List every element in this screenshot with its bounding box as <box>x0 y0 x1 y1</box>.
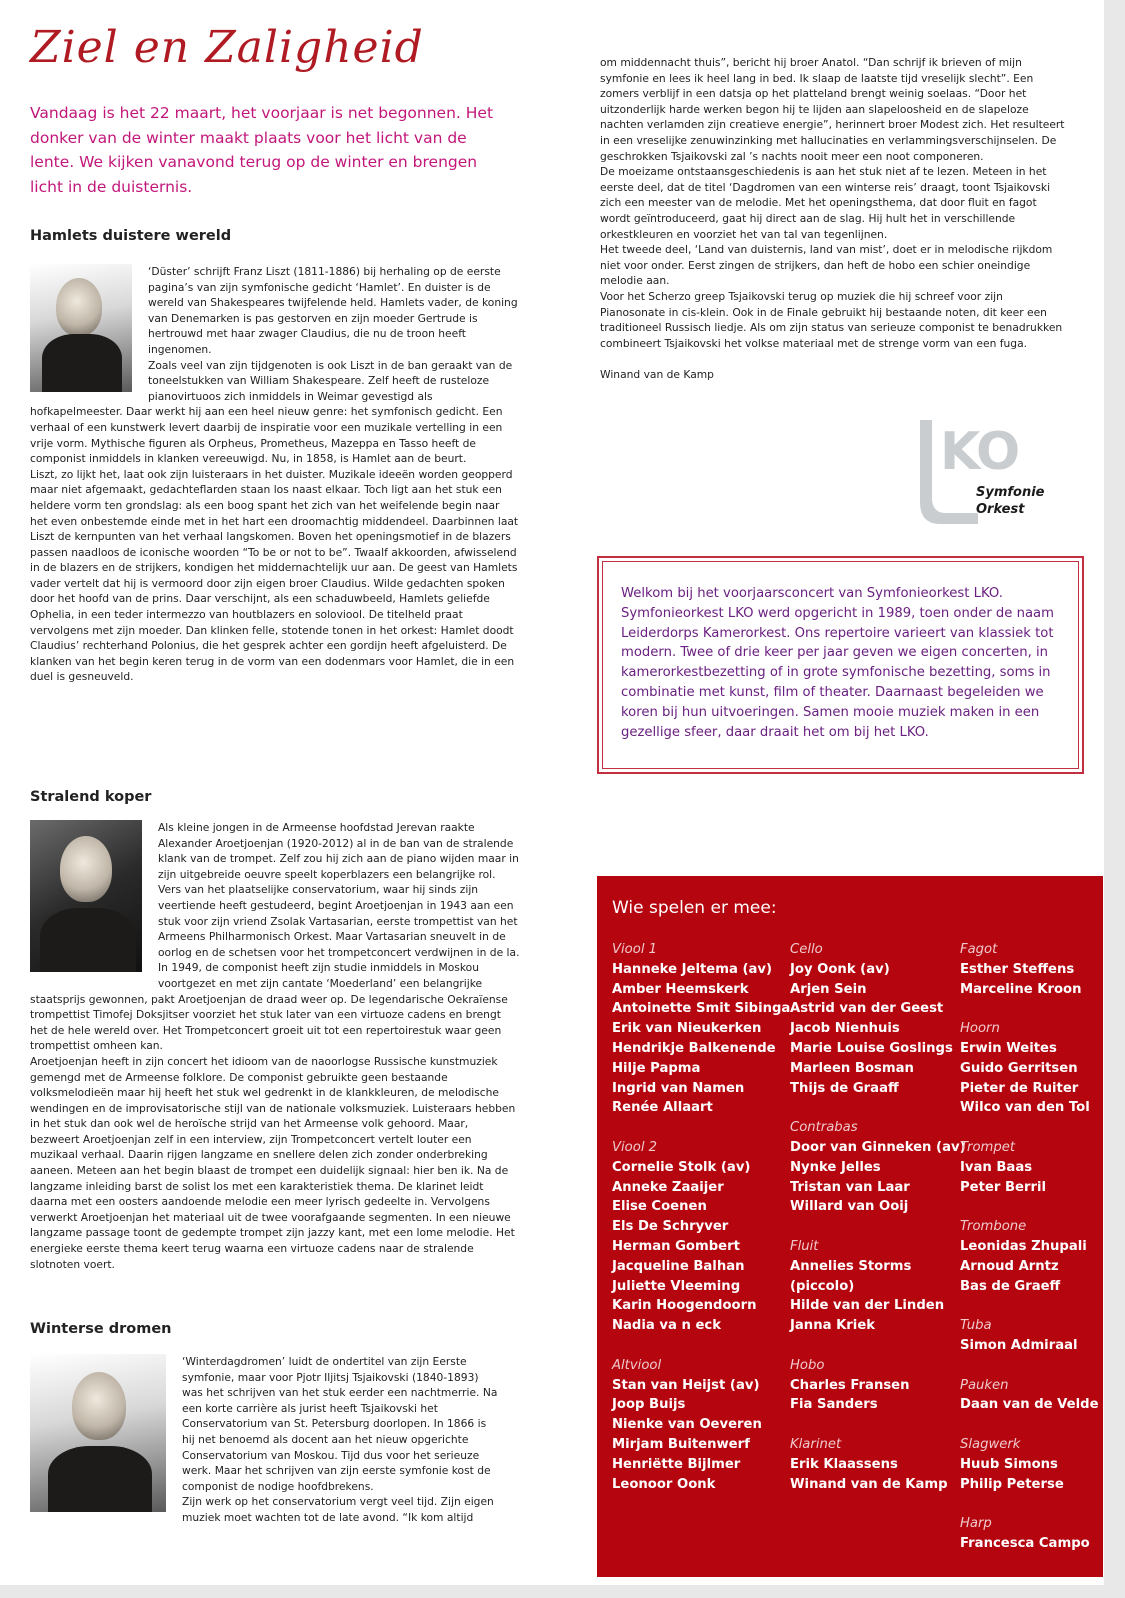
aroetjoenjan-portrait <box>30 820 142 972</box>
winter-paragraph-2: Zijn werk op het conservatorium vergt veel tijd. Zijn eigen muziek moet wachten tot de late avond. “Ik kom altijd <box>182 1495 494 1524</box>
section-label: Contrabas <box>790 1120 858 1136</box>
welcome-text: Welkom bij het voorjaarsconcert van Symfonieorkest LKO. Symfonieorkest LKO werd opgericht in 1989, toen onder de naam Leiderdorps Kamerorkest. Ons repertoire varieert van klassiek tot modern. Twee of drie keer per jaar geven we eigen concerten, in kamerorkestbezetting of in grote symfonische bezetting, soms in combinatie met kunst, film of theater. Daarnaast begeleiden we koren bij hun uitvoeringen. Samen mooie muziek maken in een gezellige sfeer, daar draait het om bij het LKO. <box>621 586 1054 740</box>
player-name: Hanneke Jeltema (av) <box>612 961 773 977</box>
lko-logo-text <box>976 484 1045 518</box>
player-name: Astrid van der Geest <box>790 1001 944 1017</box>
player-name: Amber Heemskerk <box>612 981 749 997</box>
player-name: Jacob Nienhuis <box>790 1021 900 1037</box>
player-name: (piccolo) <box>790 1278 855 1294</box>
player-name: Leonidas Zhupali <box>960 1238 1087 1254</box>
spacer <box>790 1217 966 1237</box>
spacer <box>790 1415 966 1435</box>
author: Winand van de Kamp <box>600 368 714 382</box>
section-hamlet-text <box>30 264 520 685</box>
player-name: Fia Sanders <box>790 1397 878 1413</box>
player-name: Erik van Nieukerken <box>612 1021 762 1037</box>
player-name: Bas de Graeff <box>960 1278 1061 1294</box>
player-name: Joy Oonk (av) <box>790 961 890 977</box>
section-label: Viool 1 <box>612 942 658 957</box>
player-name: Thijs de Graaff <box>790 1080 899 1096</box>
player-name: Els De Schryver <box>612 1219 729 1235</box>
spacer <box>960 1296 1099 1316</box>
player-name: Annelies Storms <box>790 1258 912 1274</box>
section-label: Altviool <box>612 1357 662 1373</box>
section-label: Viool 2 <box>612 1139 658 1155</box>
player-name: Nynke Jelles <box>790 1159 881 1175</box>
section-winter-text <box>30 1354 500 1526</box>
spacer <box>960 1197 1099 1217</box>
player-name: Hilde van der Linden <box>790 1298 945 1314</box>
section-label: Harp <box>960 1516 992 1532</box>
player-name: Wilco van den Tol <box>960 1100 1090 1116</box>
player-name: Peter Berril <box>960 1179 1046 1195</box>
section-label: Fagot <box>960 942 998 957</box>
player-name: Tristan van Laar <box>790 1179 910 1195</box>
player-name: Guido Gerritsen <box>960 1060 1078 1076</box>
player-name: Hilje Papma <box>612 1060 701 1076</box>
player-name: Anneke Zaaijer <box>612 1179 724 1195</box>
lko-logo <box>918 418 1053 528</box>
player-name: Henriëtte Bijlmer <box>612 1456 741 1472</box>
player-name: Huub Simons <box>960 1456 1058 1472</box>
right-column-text <box>600 55 1070 383</box>
logo-line-2: Orkest <box>976 502 1025 517</box>
player-name: Erwin Weites <box>960 1040 1057 1056</box>
player-name: Joop Buijs <box>612 1397 686 1413</box>
player-name: Ivan Baas <box>960 1159 1033 1175</box>
player-name: Stan van Heijst (av) <box>612 1377 760 1393</box>
spacer <box>790 1098 966 1118</box>
player-name: Marceline Kroon <box>960 981 1082 997</box>
koper-paragraph-1: Als kleine jongen in de Armeense hoofdstad Jerevan raakte Alexander Aroetjoenjan (1920-2012) al in de ban van de stralende klank van de trompet. Zelf zou hij zich aan de piano wijden maar in zijn uitgebreide oeuvre speelt koperblazers een belangrijke rol. <box>158 821 519 881</box>
section-label: Fluit <box>790 1238 819 1254</box>
players-title: Wie spelen er mee: <box>612 898 777 918</box>
section-label: Slagwerk <box>960 1436 1021 1452</box>
player-name: Philip Peterse <box>960 1476 1064 1492</box>
spacer <box>960 1118 1099 1138</box>
section-label: Pauken <box>960 1377 1009 1393</box>
winter-paragraph-1: ‘Winterdagdromen’ luidt de ondertitel van zijn Eerste symfonie, maar voor Pjotr Iljitsj Tsjaikovski (1840-1893) was het schrijven van het stuk eerder een nachtmerrie. Na een korte carrière als jurist heeft Tsjaikovski het Conservatorium van St. Petersburg doorlopen. In 1866 is hij net benoemd als docent aan het nieuw opgerichte Conservatorium van Moskou. Tijd dus voor het serieuze werk. Maar het schrijven van zijn eerste symfonie kost de componist de nodige hoofdbrekens. <box>182 1355 498 1493</box>
right-paragraph-4: Voor het Scherzo greep Tsjaikovski terug op muziek die hij schreef voor zijn Pianosonate in cis-klein. Ook in de Finale gebruikt hij bestaande noten, dit keer een traditioneel Russisch liedje. Als om zijn status van serieuze componist te benadrukken combineert Tsjaikovski het volkse materiaal met de strenge vorm van een fuga. <box>600 289 1063 350</box>
koper-paragraph-2: Vers van het plaatselijke conservatorium, waar hij sinds zijn veertiende heeft gestudeerd, begint Aroetjoenjan in 1943 aan een stuk voor zijn vriend Zsolak Vartasarian, eerste trompettist van het Armeens Philharmonisch Orkest. Maar Vartasarian sneuvelt in de oorlog en de schetsen voor het trompetconcert verdwijnen in de la. In 1949, de componist heeft zijn studie inmiddels in Moskou voortgezet en met zijn cantate ‘Moederland’ een belangrijke staatsprijs gewonnen, pakt Aroetjoenjan de draad weer op. De legendarische Oekraïense trompettist Timofej Doksjitser voorziet het stuk later van een virtuoze cadens en brengt het de hele wereld over. Het Trompetconcert groeit uit tot een repertoirestuk waar geen trompettist omheen kan. <box>30 883 520 1053</box>
koper-paragraph-3: Aroetjoenjan heeft in zijn concert het idioom van de naoorlogse Russische kunstmuziek gemengd met de Armeense folklore. De componist gebruikte geen bestaande volksmelodieën maar hij heeft het stuk wel gedrenkt in de klankkleuren, de melodische wendingen en de improvisatorische stijl van de nationale volksmuziek. Luisteraars hebben in het stuk dan ook wel de heroïsche strijd van het Armeense volk gehoord. Maar, bezweert Aroetjoenjan zelf in een interview, zijn Trompetconcert vertelt louter een muzikaal verhaal. Daarin rijgen langzame en snellere delen zich zonder onderbreking aaneen. Meteen aan het begin blaast de trompet een duidelijk signaal: hier ben ik. Na de langzame inleiding barst de solist los met een karakteristiek thema. De klarinet leidt daarna met een oosters aandoende melodie een meer lyrisch gedeelte in. Vervolgens verwerkt Aroetjoenjan het materiaal uit de twee voorafgaande segmenten. In een nieuwe langzame passage toont de gedempte trompet zijn jazzy kant, met een lome melodie. Het energieke eerste thema keert terug waarna een virtuoze cadens naar de stralende slotnoten voert. <box>30 1054 516 1271</box>
hamlet-paragraph-3: Liszt, zo lijkt het, laat ook zijn luisteraars in het duister. Muzikale ideeën worden geopperd maar niet afgemaakt, gedachteflarden staan los naast elkaar. Toch ligt aan het stuk een heldere vorm ten grondslag: als een boog spant het zich van het weifelende begin naar het even onbestemde einde met in het hart een droomachtig middendeel. Daarbinnen laat Liszt de kernpunten van het verhaal langskomen. Boven het openingsmotief in de blazers passen naadloos de iconische woorden “To be or not to be”. Twaalf akkoorden, afwisselend in de blazers en de strijkers, kondigen het middernachtelijk uur aan. De geest van Hamlets vader vertelt dat hij is vermoord door zijn eigen broer Claudius. Wilde gedachten spoken door het hoofd van de prins. Daar verschijnt, als een schaduwbeeld, Hamlets geliefde Ophelia, in een teder intermezzo van houtblazers en soloviool. De titelheld praat vervolgens met zijn moeder. Dan klinken felle, stotende tonen in het orkest: Hamlet doodt Claudius’ rechterhand Polonius, die het gesprek achter een gordijn heeft afgeluisterd. De klanken van het begin keren terug in de vorm van een dodenmars voor Hamlet, die in een duel is gesneuveld. <box>30 467 519 684</box>
hamlet-paragraph-1: ‘Düster’ schrijft Franz Liszt (1811-1886) bij herhaling op de eerste pagina’s van zijn symfonische gedicht ‘Hamlet’. En duister is de wereld van Shakespeares twijfelende held. Hamlets vader, de koning van Denemarken is pas gestorven en zijn moeder Gertrude is hertrouwd met haar zwager Claudius, die nu de troon heeft ingenomen. <box>148 265 518 356</box>
hamlet-paragraph-2: Zoals veel van zijn tijdgenoten is ook Liszt in de ban geraakt van de toneelstukken van William Shakespeare. Zelf heeft de rusteloze pianovirtuoos zich inmiddels in Weimar gevestigd als hofkapelmeester. Daar werkt hij aan een heel nieuw genre: het symfonisch gedicht. Een verhaal of een kunstwerk levert daarbij de inspiratie voor een muzikale vertelling in een vrije vorm. Mythische figuren als Orpheus, Prometheus, Mazeppa en Tasso heeft de componist inmiddels in klanken vereeuwigd. Nu, in 1858, is Hamlet aan de beurt. <box>30 358 513 466</box>
players-column-1 <box>612 940 790 1494</box>
player-name: Esther Steffens <box>960 961 1075 977</box>
intro-text: Vandaag is het 22 maart, het voorjaar is net begonnen. Het donker van de winter maakt plaats voor het licht van de lente. We kijken vanavond terug op de winter en brengen licht in de duisternis. <box>30 104 494 196</box>
section-label: Trompet <box>960 1139 1016 1155</box>
section-heading-hamlet: Hamlets duistere wereld <box>30 228 232 244</box>
player-name: Pieter de Ruiter <box>960 1080 1079 1096</box>
welcome-box <box>597 556 1084 774</box>
player-name: Karin Hoogendoorn <box>612 1298 757 1314</box>
player-name: Door van Ginneken (av) <box>790 1139 966 1155</box>
section-heading-winter: Winterse dromen <box>30 1321 172 1337</box>
player-name: Charles Fransen <box>790 1377 910 1393</box>
players-column-2 <box>790 940 966 1494</box>
logo-line-1: Symfonie <box>976 485 1045 500</box>
player-name: Marie Louise Goslings <box>790 1040 953 1056</box>
liszt-portrait <box>30 264 132 392</box>
section-koper-text <box>30 820 520 1272</box>
players-box <box>597 876 1103 1577</box>
section-heading-koper: Stralend koper <box>30 789 152 805</box>
player-name: Erik Klaassens <box>790 1456 898 1472</box>
player-name: Juliette Vleeming <box>612 1278 741 1294</box>
spacer <box>960 1356 1099 1376</box>
lko-logo-letters: KO <box>940 422 1019 482</box>
right-paragraph-1: om middennacht thuis”, bericht hij broer Anatol. “Dan schrijf ik brieven of mijn symfonie en lees ik heel lang in bed. Ik slaap de laatste tijd vreselijk slecht”. Een zomers verblijf in een datsja op het platteland brengt weinig soelaas. “Door het uitzonderlijk harde werken begon hij te lijden aan slapeloosheid en de slapeloze nachten verlamden zijn creatieve energie”, herinnert broer Modest zich. Het resulteert in een vreselijke zenuwinzinking met hallucinaties en verlammingsverschijnselen. De geschrokken Tsjaikovski zal ’s nachts nooit meer een noot componeren. <box>600 56 1065 163</box>
player-name: Simon Admiraal <box>960 1337 1078 1353</box>
right-paragraph-3: Het tweede deel, ‘Land van duisternis, land van mist’, doet er in melodische rijkdom niet voor onder. Eerst zingen de strijkers, dan heft de hobo een schier oneindige melodie aan. <box>600 243 1053 288</box>
player-name: Winand van de Kamp <box>790 1476 948 1492</box>
player-name: Herman Gombert <box>612 1238 740 1254</box>
player-name: Renée Allaart <box>612 1100 713 1116</box>
spacer <box>612 1336 790 1356</box>
player-name: Willard van Ooij <box>790 1199 909 1215</box>
player-name: Arjen Sein <box>790 981 867 997</box>
section-label: Trombone <box>960 1219 1027 1235</box>
player-name: Elise Coenen <box>612 1199 707 1215</box>
section-label: Cello <box>790 942 823 957</box>
player-name: Daan van de Velde <box>960 1397 1099 1413</box>
right-paragraph-2: De moeizame ontstaansgeschiedenis is aan het stuk niet af te lezen. Meteen in het eerste deel, dat de titel ‘Dagdromen van een winterse reis’ draagt, toont Tsjaikovski zich een meester van de melodie. Met het openingsthema, dat door fluit en fagot wordt geïntroduceerd, gaat hij direct aan de slag. Hij hult het in verschillende orkestkleuren en voorziet het van tal van tegenlijnen. <box>600 165 1051 241</box>
spacer <box>612 1118 790 1138</box>
player-name: Janna Kriek <box>790 1318 876 1334</box>
spacer <box>790 1336 966 1356</box>
player-name: Francesca Campo <box>960 1535 1090 1551</box>
player-name: Ingrid van Namen <box>612 1080 745 1096</box>
players-column-3 <box>960 940 1099 1554</box>
spacer <box>960 1415 1099 1435</box>
player-name: Hendrikje Balkenende <box>612 1040 776 1056</box>
section-label: Hoorn <box>960 1021 1000 1037</box>
player-name: Antoinette Smit Sibinga <box>612 1001 791 1017</box>
spacer <box>960 1494 1099 1514</box>
tsjaikovski-portrait <box>30 1354 166 1512</box>
player-name: Cornelie Stolk (av) <box>612 1159 751 1175</box>
player-name: Nienke van Oeveren <box>612 1417 762 1433</box>
section-label: Hobo <box>790 1357 825 1373</box>
player-name: Mirjam Buitenwerf <box>612 1436 750 1452</box>
player-name: Arnoud Arntz <box>960 1258 1059 1274</box>
section-label: Klarinet <box>790 1436 842 1452</box>
player-name: Leonoor Oonk <box>612 1476 716 1492</box>
page-title: Ziel en Zaligheid <box>30 22 424 73</box>
section-label: Tuba <box>960 1318 992 1334</box>
player-name: Jacqueline Balhan <box>612 1258 745 1274</box>
spacer <box>960 999 1099 1019</box>
player-name: Marleen Bosman <box>790 1060 914 1076</box>
player-name: Nadia va n eck <box>612 1318 721 1334</box>
